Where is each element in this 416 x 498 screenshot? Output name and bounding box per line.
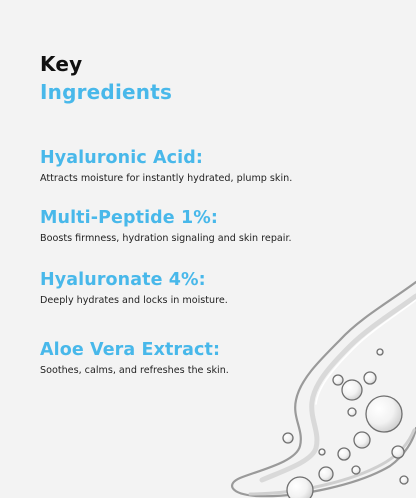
- bubble: [283, 433, 293, 443]
- ingredient-name: Hyaluronate 4%:: [40, 270, 206, 290]
- bubble: [348, 408, 356, 416]
- heading-key: Key: [40, 52, 83, 76]
- bubble: [392, 446, 404, 458]
- bubble: [366, 396, 402, 432]
- ingredient-aloe-vera-extract: [40, 340, 370, 376]
- ingredient-multi-peptide: [40, 208, 370, 244]
- ingredient-description: Attracts moisture for instantly hydrated, plump skin.: [40, 173, 293, 184]
- liquid-swirl: [232, 282, 416, 496]
- bubble: [287, 477, 313, 498]
- bubble: [319, 467, 333, 481]
- ingredient-description: Boosts firmness, hydration signaling and skin repair.: [40, 233, 292, 244]
- ingredient-description: Deeply hydrates and locks in moisture.: [40, 295, 228, 306]
- bubble: [352, 466, 360, 474]
- ingredient-name: Multi-Peptide 1%:: [40, 208, 218, 228]
- bubble: [377, 349, 383, 355]
- bubble: [338, 448, 350, 460]
- ingredient-name: Hyaluronic Acid:: [40, 148, 203, 168]
- ingredient-name: Aloe Vera Extract:: [40, 340, 221, 360]
- ingredient-hyaluronic-acid: [40, 148, 370, 184]
- bubble: [354, 432, 370, 448]
- bubble: [400, 476, 408, 484]
- ingredient-hyaluronate: [40, 270, 370, 306]
- ingredient-description: Soothes, calms, and refreshes the skin.: [40, 365, 229, 376]
- bubble: [319, 449, 325, 455]
- heading-ingredients: Ingredients: [40, 80, 173, 104]
- bubble: [342, 380, 362, 400]
- bubble: [333, 375, 343, 385]
